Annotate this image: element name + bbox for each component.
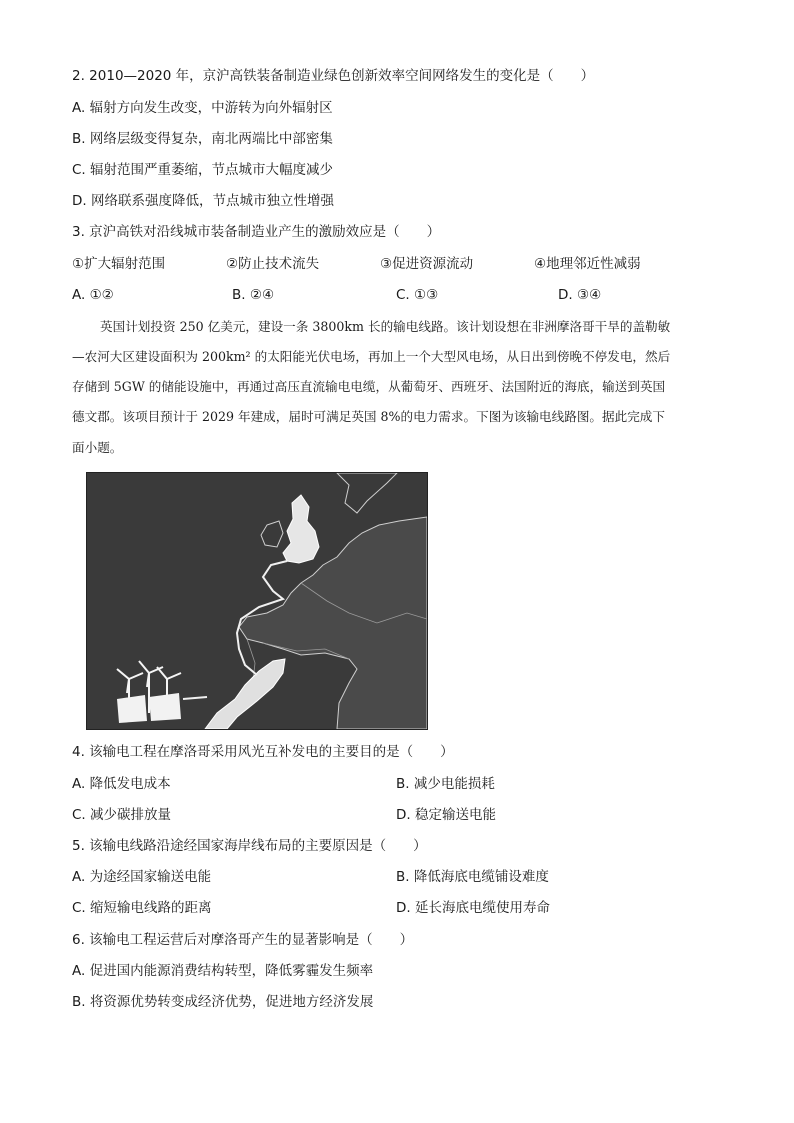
passage-line-1: 英国计划投资 250 亿美元，建设一条 3800km 长的输电线路。该计划设想在非洲摩洛哥干旱的盖勒敏 [100,319,671,334]
q5-option-c: C. 缩短输电线路的距离 [72,900,212,916]
passage-line-2: —农河大区建设面积为 200km² 的太阳能光伏电场，再加上一个大型风电场，从日出到傍晚不停发电，然后 [72,349,671,364]
q3-option-c: C. ①③ [396,287,439,303]
q6-stem: 6. 该输电工程运营后对摩洛哥产生的显著影响是（ ） [72,932,414,948]
passage-line-3: 存储到 5GW 的储能设施中，再通过高压直流输电电缆，从葡萄牙、西班牙、法国附近的海底，输送到英国 [72,379,666,394]
q3-option-b: B. ②④ [232,287,275,303]
q3-option-a: A. ①② [72,287,114,303]
q5-stem: 5. 该输电线路沿途经国家海岸线布局的主要原因是（ ） [72,838,427,854]
q2-option-d: D. 网络联系强度降低，节点城市独立性增强 [72,193,334,209]
passage-line-5: 面小题。 [72,440,123,455]
q6-option-b: B. 将资源优势转变成经济优势，促进地方经济发展 [72,994,374,1010]
q3-item-2: ②防止技术流失 [226,256,320,272]
transmission-line-map [86,472,428,730]
q4-option-c: C. 减少碳排放量 [72,807,172,823]
q2-option-c: C. 辐射范围严重萎缩，节点城市大幅度减少 [72,162,334,178]
q2-stem: 2. 2010—2020 年，京沪高铁装备制造业绿色创新效率空间网络发生的变化是（ ） [72,68,595,84]
q5-option-a: A. 为途经国家输送电能 [72,869,212,885]
q4-option-a: A. 降低发电成本 [72,776,171,792]
q5-option-d: D. 延长海底电缆使用寿命 [396,900,550,916]
map-svg [87,473,427,729]
q2-option-b: B. 网络层级变得复杂，南北两端比中部密集 [72,131,333,147]
q3-option-d: D. ③④ [558,287,602,303]
q3-stem: 3. 京沪高铁对沿线城市装备制造业产生的激励效应是（ ） [72,224,441,240]
q4-stem: 4. 该输电工程在摩洛哥采用风光互补发电的主要目的是（ ） [72,744,454,760]
q5-option-b: B. 降低海底电缆铺设难度 [396,869,549,885]
q6-option-a: A. 促进国内能源消费结构转型，降低雾霾发生频率 [72,963,374,979]
q4-option-d: D. 稳定输送电能 [396,807,496,823]
q4-option-b: B. 减少电能损耗 [396,776,495,792]
q3-item-4: ④地理邻近性减弱 [534,256,641,272]
q2-option-a: A. 辐射方向发生改变，中游转为向外辐射区 [72,100,333,116]
q3-item-1: ①扩大辐射范围 [72,256,166,272]
q3-item-3: ③促进资源流动 [380,256,474,272]
passage-line-4: 德文郡。该项目预计于 2029 年建成，届时可满足英国 8%的电力需求。下图为该输电线路图。据此完成下 [72,409,665,424]
